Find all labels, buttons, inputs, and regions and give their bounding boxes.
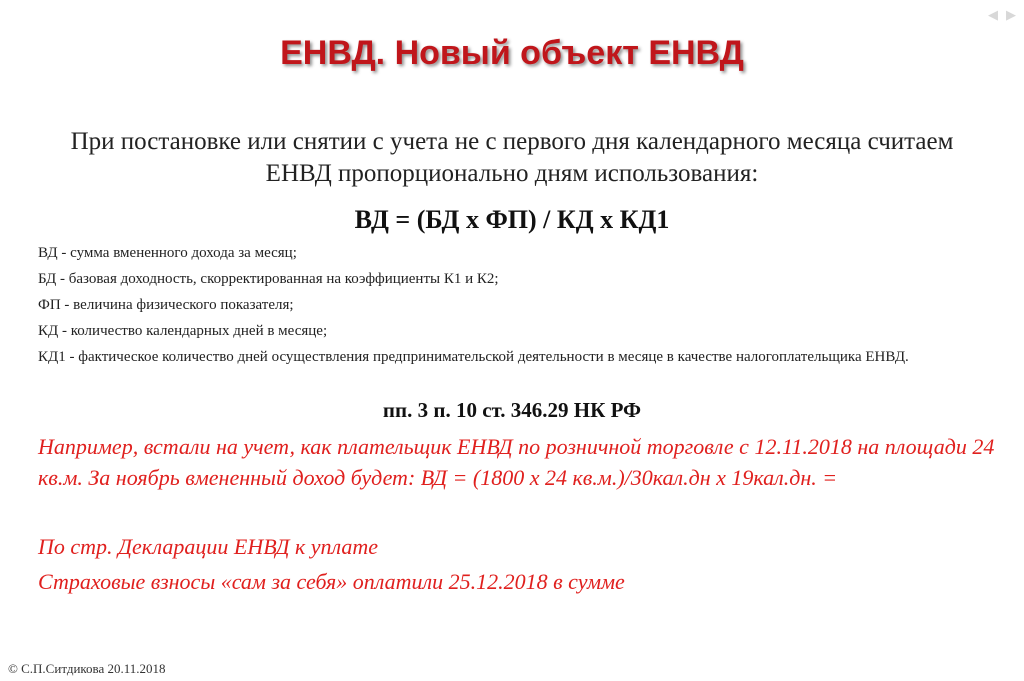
prev-slide-icon[interactable]: ◀ bbox=[988, 8, 998, 23]
definition-kd: КД - количество календарных дней в месяце; bbox=[38, 323, 328, 339]
slide-title: ЕНВД. Новый объект ЕНВД bbox=[280, 34, 744, 72]
declaration-line: По стр. Декларации ЕНВД к уплате bbox=[38, 534, 379, 559]
definition-bd: БД - базовая доходность, скорректированная на коэффициенты К1 и К2; bbox=[38, 271, 499, 287]
footer-author: © С.П.Ситдикова 20.11.2018 bbox=[8, 661, 166, 676]
example-text: Например, встали на учет, как плательщик ЕНВД по розничной торговле с 12.11.2018 на площади 24 кв.м. За ноябрь вмененный доход будет: ВД = (1800 х 24 кв.м.)/30кал.дн х 19кал.дн. = bbox=[38, 434, 995, 490]
law-reference: пп. 3 п. 10 ст. 346.29 НК РФ bbox=[382, 398, 642, 422]
definitions-list bbox=[38, 244, 994, 374]
definition-fp: ФП - величина физического показателя; bbox=[38, 297, 294, 313]
definition-kd1: КД1 - фактическое количество дней осуществления предпринимательской деятельности в месяце в качестве налогоплательщика ЕНВД. bbox=[38, 349, 909, 365]
insurance-line: Страховые взносы «сам за себя» оплатили 25.12.2018 в сумме bbox=[38, 569, 625, 594]
next-slide-icon[interactable]: ▶ bbox=[1006, 8, 1016, 23]
formula: ВД = (БД х ФП) / КД х КД1 bbox=[354, 205, 670, 234]
intro-text: При постановке или снятии с учета не с первого дня календарного месяца считаем ЕНВД пропорционально дням использования: bbox=[70, 128, 954, 187]
definition-vd: ВД - сумма вмененного дохода за месяц; bbox=[38, 245, 297, 261]
